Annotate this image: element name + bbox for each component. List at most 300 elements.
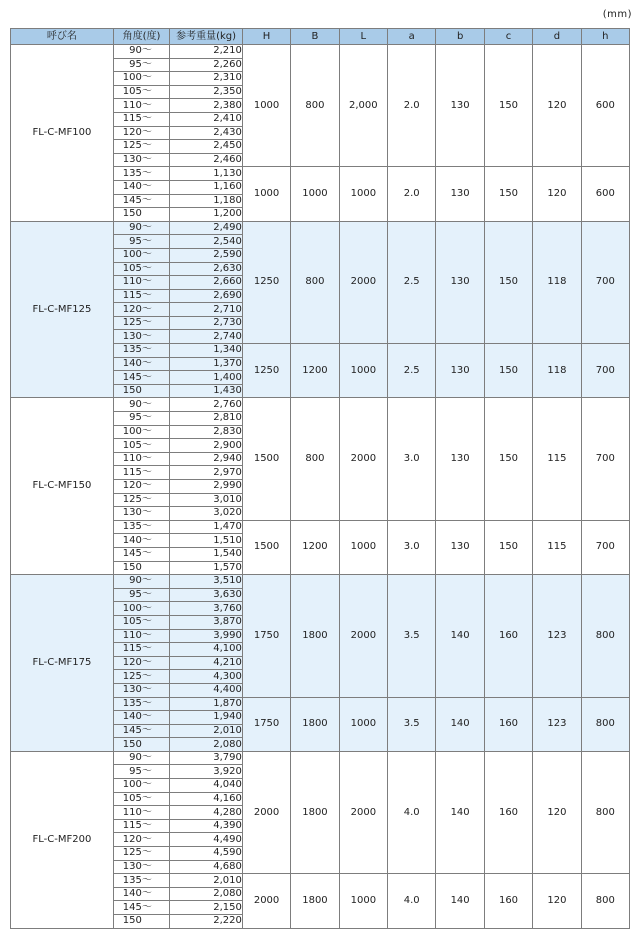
angle-cell (113, 711, 169, 725)
angle-value: 130 (122, 154, 142, 166)
weight-cell: 2,310 (170, 72, 243, 86)
angle-cell (113, 670, 169, 684)
angle-value: 115 (122, 820, 142, 832)
angle-range-mark: ～ (141, 222, 152, 234)
dim-h-cell: 600 (581, 45, 629, 167)
angle-cell (113, 765, 169, 779)
angle-cell (113, 357, 169, 371)
model-name-cell: FL-C-MF175 (11, 575, 114, 752)
dim-b-cell: 130 (436, 45, 484, 167)
table-row (11, 221, 630, 235)
angle-value: 115 (122, 466, 142, 478)
dim-b-cell: 140 (436, 751, 484, 873)
angle-range-mark: ～ (141, 765, 152, 777)
col-header-angle: 角度(度) (113, 29, 169, 45)
angle-cell (113, 643, 169, 657)
weight-cell: 2,540 (170, 235, 243, 249)
dim-h-cell: 800 (581, 697, 629, 751)
angle-value: 95 (129, 58, 142, 70)
angle-value: 95 (129, 765, 142, 777)
angle-cell (113, 493, 169, 507)
angle-value: 135 (122, 697, 142, 709)
dim-h-cell: 700 (581, 398, 629, 520)
angle-range-mark: ～ (141, 874, 152, 886)
model-name-cell: FL-C-MF100 (11, 45, 114, 222)
model-group (11, 221, 630, 398)
angle-range-mark: ～ (141, 684, 152, 696)
angle-cell (113, 167, 169, 181)
angle-value: 100 (122, 249, 142, 261)
col-header-name: 呼び名 (11, 29, 114, 45)
dim-H-cell: 2000 (242, 751, 290, 873)
angle-range-mark: ～ (141, 507, 152, 519)
angle-value: 90 (129, 752, 142, 764)
angle-range-mark: ～ (141, 480, 152, 492)
angle-cell (113, 303, 169, 317)
angle-cell (113, 901, 169, 915)
weight-cell: 3,010 (170, 493, 243, 507)
weight-cell: 2,490 (170, 221, 243, 235)
angle-value: 140 (122, 357, 142, 369)
angle-range-mark: ～ (141, 235, 152, 247)
angle-cell (113, 656, 169, 670)
weight-cell: 2,970 (170, 466, 243, 480)
angle-value: 125 (122, 317, 142, 329)
col-header-L: L (339, 29, 387, 45)
dim-b-cell: 140 (436, 697, 484, 751)
weight-cell: 4,300 (170, 670, 243, 684)
dim-B-cell: 1000 (291, 167, 339, 221)
angle-cell (113, 235, 169, 249)
model-name-cell: FL-C-MF200 (11, 751, 114, 928)
dim-H-cell: 1000 (242, 167, 290, 221)
dim-c-cell: 160 (484, 874, 532, 928)
angle-range-mark: ～ (141, 534, 152, 546)
angle-value: 150 (122, 561, 142, 573)
angle-cell (113, 833, 169, 847)
dim-L-cell: 2,000 (339, 45, 387, 167)
angle-range-mark: ～ (141, 493, 152, 505)
angle-range-mark: ～ (141, 181, 152, 193)
angle-value: 140 (122, 888, 142, 900)
model-group (11, 45, 630, 222)
dim-d-cell: 120 (533, 167, 581, 221)
angle-cell (113, 412, 169, 426)
angle-range-mark: ～ (141, 289, 152, 301)
angle-cell (113, 847, 169, 861)
dim-L-cell: 2000 (339, 221, 387, 343)
dim-a-cell: 3.5 (388, 575, 436, 697)
angle-value: 145 (122, 548, 142, 560)
weight-cell: 2,730 (170, 316, 243, 330)
angle-cell (113, 697, 169, 711)
dim-d-cell: 120 (533, 45, 581, 167)
angle-cell (113, 72, 169, 86)
weight-cell: 2,990 (170, 480, 243, 494)
dim-L-cell: 1000 (339, 344, 387, 398)
weight-cell: 2,760 (170, 398, 243, 412)
angle-cell (113, 806, 169, 820)
dim-a-cell: 4.0 (388, 751, 436, 873)
weight-cell: 4,160 (170, 792, 243, 806)
weight-cell: 1,570 (170, 561, 243, 575)
angle-value: 135 (122, 874, 142, 886)
weight-cell: 1,470 (170, 520, 243, 534)
angle-value: 110 (122, 99, 142, 111)
weight-cell: 2,150 (170, 901, 243, 915)
angle-value: 120 (122, 303, 142, 315)
angle-range-mark: ～ (141, 303, 152, 315)
angle-cell (113, 466, 169, 480)
weight-cell: 2,350 (170, 85, 243, 99)
angle-range-mark: ～ (141, 806, 152, 818)
angle-cell (113, 371, 169, 385)
angle-value: 105 (122, 439, 142, 451)
angle-range-mark: ～ (141, 792, 152, 804)
weight-cell: 3,870 (170, 615, 243, 629)
angle-value: 120 (122, 480, 142, 492)
dim-c-cell: 160 (484, 751, 532, 873)
weight-cell: 1,180 (170, 194, 243, 208)
dim-c-cell: 160 (484, 575, 532, 697)
angle-cell (113, 683, 169, 697)
angle-value: 125 (122, 670, 142, 682)
angle-value: 115 (122, 289, 142, 301)
dim-B-cell: 1800 (291, 874, 339, 928)
weight-cell: 2,430 (170, 126, 243, 140)
col-header-a: a (388, 29, 436, 45)
dim-H-cell: 1500 (242, 398, 290, 520)
angle-value: 105 (122, 86, 142, 98)
dim-h-cell: 800 (581, 874, 629, 928)
col-header-b: b (436, 29, 484, 45)
dim-d-cell: 118 (533, 344, 581, 398)
dim-B-cell: 800 (291, 398, 339, 520)
weight-cell: 2,210 (170, 45, 243, 59)
angle-range-mark: ～ (141, 711, 152, 723)
angle-range-mark: ～ (141, 901, 152, 913)
weight-cell: 3,020 (170, 507, 243, 521)
dim-B-cell: 1800 (291, 751, 339, 873)
dim-c-cell: 150 (484, 520, 532, 574)
angle-value: 130 (122, 330, 142, 342)
angle-range-mark: ～ (141, 72, 152, 84)
angle-range-mark: ～ (141, 860, 152, 872)
angle-value: 95 (129, 412, 142, 424)
angle-range-mark: ～ (141, 317, 152, 329)
model-group (11, 575, 630, 752)
angle-cell (113, 99, 169, 113)
dim-b-cell: 140 (436, 874, 484, 928)
angle-value: 100 (122, 72, 142, 84)
angle-value: 100 (122, 425, 142, 437)
angle-value: 150 (122, 738, 142, 750)
dim-d-cell: 123 (533, 697, 581, 751)
angle-value: 135 (122, 521, 142, 533)
weight-cell: 1,130 (170, 167, 243, 181)
table-row (11, 45, 630, 59)
angle-range-mark: ～ (141, 820, 152, 832)
dim-d-cell: 123 (533, 575, 581, 697)
table-row (11, 751, 630, 765)
dim-H-cell: 1750 (242, 697, 290, 751)
angle-range-mark: ～ (141, 657, 152, 669)
angle-cell (113, 738, 169, 752)
angle-range-mark: ～ (141, 888, 152, 900)
angle-cell (113, 316, 169, 330)
weight-cell: 1,400 (170, 371, 243, 385)
angle-value: 120 (122, 126, 142, 138)
weight-cell: 4,590 (170, 847, 243, 861)
dim-L-cell: 2000 (339, 575, 387, 697)
angle-cell (113, 425, 169, 439)
angle-value: 135 (122, 344, 142, 356)
dim-H-cell: 2000 (242, 874, 290, 928)
angle-cell (113, 248, 169, 262)
angle-cell (113, 140, 169, 154)
angle-value: 130 (122, 507, 142, 519)
dim-d-cell: 115 (533, 520, 581, 574)
angle-range-mark: ～ (141, 45, 152, 57)
angle-value: 150 (122, 208, 142, 220)
angle-range-mark: ～ (141, 521, 152, 533)
angle-value: 120 (122, 833, 142, 845)
weight-cell: 1,940 (170, 711, 243, 725)
angle-cell (113, 561, 169, 575)
angle-value: 115 (122, 643, 142, 655)
model-group (11, 398, 630, 575)
angle-range-mark: ～ (141, 86, 152, 98)
angle-range-mark: ～ (141, 194, 152, 206)
weight-cell: 1,540 (170, 547, 243, 561)
angle-range-mark: ～ (141, 629, 152, 641)
angle-range-mark: ～ (141, 126, 152, 138)
angle-cell (113, 860, 169, 874)
weight-cell: 2,450 (170, 140, 243, 154)
weight-cell: 1,370 (170, 357, 243, 371)
weight-cell: 2,810 (170, 412, 243, 426)
angle-value: 110 (122, 276, 142, 288)
weight-cell: 3,760 (170, 602, 243, 616)
col-header-B: B (291, 29, 339, 45)
angle-range-mark: ～ (141, 847, 152, 859)
weight-cell: 2,630 (170, 262, 243, 276)
col-header-h: h (581, 29, 629, 45)
angle-value: 100 (122, 779, 142, 791)
angle-value: 125 (122, 847, 142, 859)
weight-cell: 3,920 (170, 765, 243, 779)
dim-a-cell: 2.0 (388, 45, 436, 167)
angle-value: 140 (122, 711, 142, 723)
angle-cell (113, 534, 169, 548)
dim-L-cell: 1000 (339, 874, 387, 928)
dim-c-cell: 150 (484, 167, 532, 221)
angle-cell (113, 289, 169, 303)
dim-a-cell: 3.5 (388, 697, 436, 751)
dim-b-cell: 130 (436, 221, 484, 343)
dim-h-cell: 700 (581, 344, 629, 398)
weight-cell: 2,010 (170, 724, 243, 738)
angle-range-mark: ～ (141, 670, 152, 682)
dim-B-cell: 1800 (291, 575, 339, 697)
dim-H-cell: 1500 (242, 520, 290, 574)
dim-B-cell: 1200 (291, 520, 339, 574)
weight-cell: 4,040 (170, 779, 243, 793)
angle-value: 95 (129, 589, 142, 601)
angle-cell (113, 588, 169, 602)
angle-cell (113, 398, 169, 412)
dim-B-cell: 1200 (291, 344, 339, 398)
angle-range-mark: ～ (141, 167, 152, 179)
angle-cell (113, 615, 169, 629)
weight-cell: 3,510 (170, 575, 243, 589)
weight-cell: 1,430 (170, 384, 243, 398)
dim-c-cell: 150 (484, 398, 532, 520)
angle-value: 110 (122, 453, 142, 465)
angle-cell (113, 915, 169, 929)
weight-cell: 1,340 (170, 344, 243, 358)
angle-range-mark: ～ (141, 371, 152, 383)
angle-cell (113, 208, 169, 222)
angle-range-mark: ～ (141, 58, 152, 70)
spec-table (10, 28, 630, 929)
angle-cell (113, 194, 169, 208)
col-header-c: c (484, 29, 532, 45)
angle-range-mark: ～ (141, 140, 152, 152)
weight-cell: 3,790 (170, 751, 243, 765)
angle-cell (113, 507, 169, 521)
dim-h-cell: 700 (581, 221, 629, 343)
angle-cell (113, 58, 169, 72)
angle-range-mark: ～ (141, 276, 152, 288)
dim-c-cell: 150 (484, 221, 532, 343)
dim-H-cell: 1250 (242, 344, 290, 398)
weight-cell: 2,380 (170, 99, 243, 113)
angle-value: 95 (129, 235, 142, 247)
angle-value: 90 (129, 575, 142, 587)
weight-cell: 1,870 (170, 697, 243, 711)
angle-range-mark: ～ (141, 833, 152, 845)
weight-cell: 2,220 (170, 915, 243, 929)
angle-value: 105 (122, 616, 142, 628)
weight-cell: 4,400 (170, 683, 243, 697)
dim-c-cell: 150 (484, 45, 532, 167)
angle-value: 150 (122, 915, 142, 927)
dim-H-cell: 1000 (242, 45, 290, 167)
weight-cell: 2,900 (170, 439, 243, 453)
angle-range-mark: ～ (141, 643, 152, 655)
dim-b-cell: 130 (436, 344, 484, 398)
dim-B-cell: 800 (291, 45, 339, 167)
weight-cell: 2,010 (170, 874, 243, 888)
angle-value: 135 (122, 167, 142, 179)
dim-h-cell: 700 (581, 520, 629, 574)
dim-a-cell: 3.0 (388, 520, 436, 574)
angle-cell (113, 602, 169, 616)
dim-L-cell: 2000 (339, 751, 387, 873)
angle-range-mark: ～ (141, 602, 152, 614)
model-name-cell: FL-C-MF125 (11, 221, 114, 398)
dim-c-cell: 150 (484, 344, 532, 398)
dim-h-cell: 800 (581, 751, 629, 873)
weight-cell: 2,690 (170, 289, 243, 303)
header-row (11, 29, 630, 45)
weight-cell: 4,210 (170, 656, 243, 670)
angle-cell (113, 45, 169, 59)
dim-L-cell: 2000 (339, 398, 387, 520)
angle-cell (113, 85, 169, 99)
weight-cell: 4,100 (170, 643, 243, 657)
angle-range-mark: ～ (141, 779, 152, 791)
weight-cell: 2,710 (170, 303, 243, 317)
angle-range-mark: ～ (141, 113, 152, 125)
dim-a-cell: 3.0 (388, 398, 436, 520)
dim-b-cell: 130 (436, 520, 484, 574)
angle-value: 145 (122, 194, 142, 206)
weight-cell: 4,490 (170, 833, 243, 847)
angle-cell (113, 874, 169, 888)
weight-cell: 1,200 (170, 208, 243, 222)
angle-range-mark: ～ (141, 453, 152, 465)
angle-range-mark: ～ (141, 357, 152, 369)
weight-cell: 4,280 (170, 806, 243, 820)
angle-value: 125 (122, 493, 142, 505)
angle-cell (113, 276, 169, 290)
angle-cell (113, 629, 169, 643)
angle-cell (113, 384, 169, 398)
col-header-d: d (533, 29, 581, 45)
unit-label: (mm) (602, 9, 632, 20)
angle-range-mark: ～ (141, 330, 152, 342)
weight-cell: 2,080 (170, 738, 243, 752)
dim-a-cell: 2.0 (388, 167, 436, 221)
dim-H-cell: 1250 (242, 221, 290, 343)
angle-value: 115 (122, 113, 142, 125)
angle-cell (113, 575, 169, 589)
angle-value: 110 (122, 629, 142, 641)
angle-value: 125 (122, 140, 142, 152)
weight-cell: 2,080 (170, 887, 243, 901)
dim-d-cell: 118 (533, 221, 581, 343)
weight-cell: 4,390 (170, 819, 243, 833)
angle-value: 145 (122, 901, 142, 913)
angle-range-mark: ～ (141, 99, 152, 111)
angle-cell (113, 819, 169, 833)
dim-d-cell: 120 (533, 751, 581, 873)
weight-cell: 2,830 (170, 425, 243, 439)
angle-value: 100 (122, 602, 142, 614)
angle-cell (113, 330, 169, 344)
angle-range-mark: ～ (141, 589, 152, 601)
angle-range-mark: ～ (141, 724, 152, 736)
dim-d-cell: 115 (533, 398, 581, 520)
angle-cell (113, 724, 169, 738)
angle-value: 145 (122, 371, 142, 383)
dim-L-cell: 1000 (339, 697, 387, 751)
weight-cell: 4,680 (170, 860, 243, 874)
angle-range-mark: ～ (141, 344, 152, 356)
angle-range-mark: ～ (141, 439, 152, 451)
angle-cell (113, 452, 169, 466)
dim-a-cell: 2.5 (388, 221, 436, 343)
weight-cell: 1,160 (170, 180, 243, 194)
angle-cell (113, 126, 169, 140)
angle-range-mark: ～ (141, 412, 152, 424)
weight-cell: 2,590 (170, 248, 243, 262)
angle-range-mark: ～ (141, 466, 152, 478)
angle-cell (113, 547, 169, 561)
dim-b-cell: 130 (436, 167, 484, 221)
